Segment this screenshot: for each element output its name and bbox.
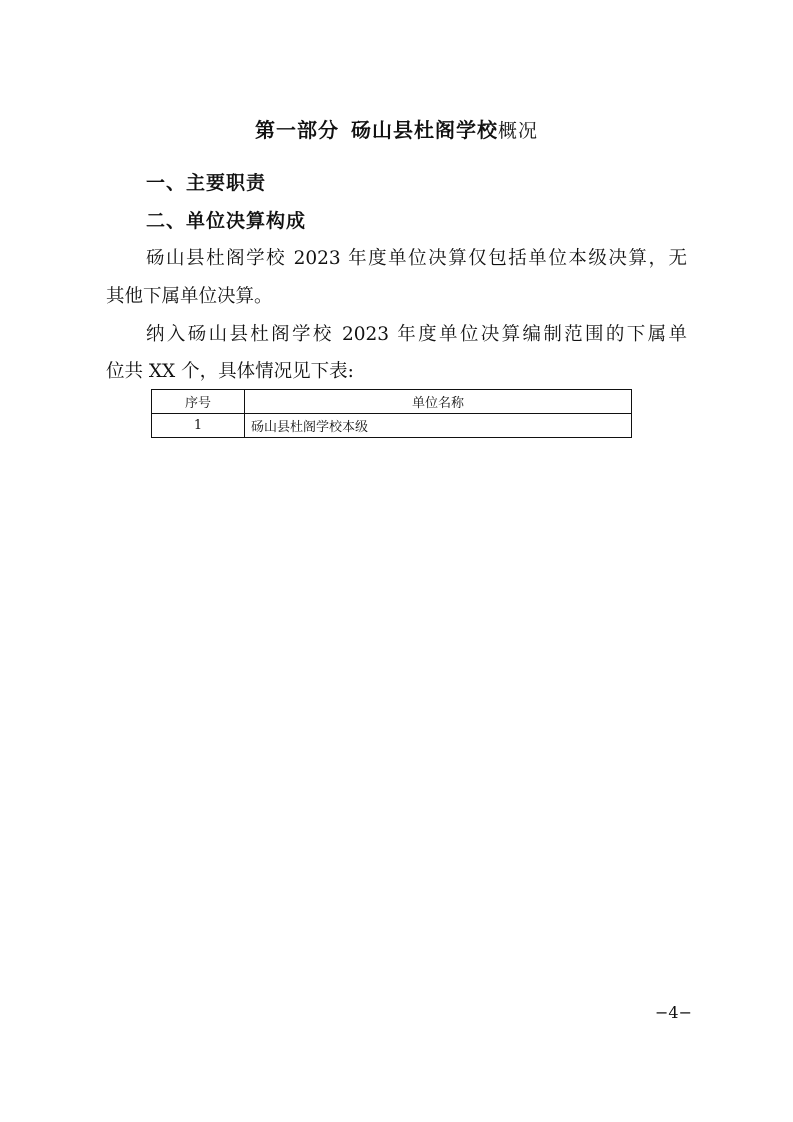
row-name: 砀山县杜阁学校本级 — [245, 414, 632, 438]
title-main: 砀山县杜阁学校 — [350, 118, 498, 142]
header-name: 单位名称 — [245, 390, 632, 414]
paragraph-1-line-1: 砀山县杜阁学校 2023 年度单位决算仅包括单位本级决算，无 — [146, 248, 687, 269]
header-no: 序号 — [152, 390, 245, 414]
table-header-row — [152, 390, 632, 414]
section-heading-duties: 一、主要职责 — [146, 172, 267, 194]
page-number: −4− — [655, 1003, 692, 1022]
paragraph-2-line-1: 纳入砀山县杜阁学校 2023 年度单位决算编制范围的下属单 — [146, 324, 687, 345]
title-suffix: 概况 — [497, 120, 538, 142]
title-part: 第一部分 — [254, 118, 339, 142]
units-table — [151, 389, 632, 438]
page-title — [0, 114, 793, 143]
paragraph-2-line-2: 位共 XX 个，具体情况见下表: — [106, 361, 354, 382]
section-heading-composition: 二、单位决算构成 — [146, 210, 307, 232]
paragraph-1-line-2: 其他下属单位决算。 — [106, 286, 273, 307]
table-row — [152, 414, 632, 438]
row-no: 1 — [152, 414, 245, 438]
